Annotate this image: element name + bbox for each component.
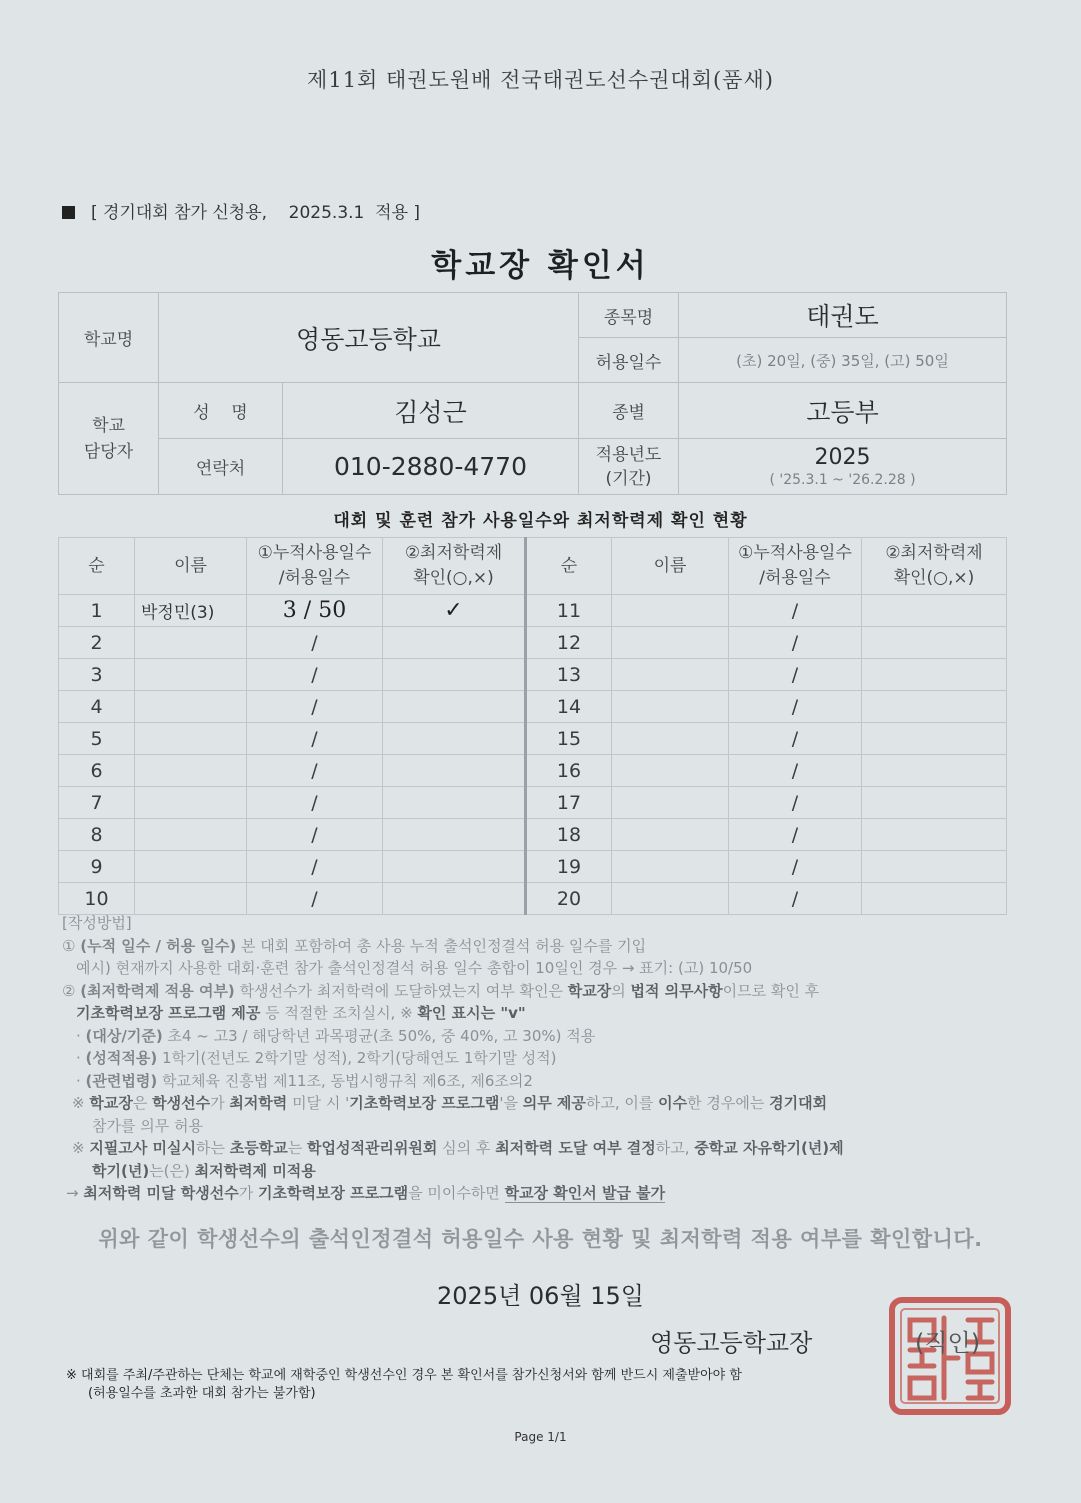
text: 확인 표시는 "v" (417, 1004, 526, 1022)
name-label: 성 명 (159, 383, 283, 439)
info-table (58, 292, 1007, 495)
cell-no: 3 (59, 659, 135, 691)
table-row (59, 787, 1007, 819)
cell-name (612, 883, 729, 915)
text: 을 미이수하면 (408, 1184, 505, 1202)
cell-no: 4 (59, 691, 135, 723)
cell-days: 3 / 50 (247, 595, 383, 627)
cell-days: / (247, 627, 383, 659)
status-table-body (59, 595, 1007, 915)
cell-check (862, 691, 1007, 723)
text: 하는 (196, 1139, 230, 1157)
cell-days: / (247, 787, 383, 819)
method-heading: [작성방법] (62, 914, 132, 932)
text: '을 (499, 1094, 523, 1112)
col-name: 이름 (612, 538, 729, 595)
cell-name (135, 819, 247, 851)
text: (최저학력제 적용 여부) (80, 981, 235, 1000)
cell-days: / (247, 659, 383, 691)
method-line: 참가를 의무 허용 (92, 1116, 203, 1135)
text: 최저학력제 미적용 (194, 1161, 316, 1180)
cell-days: / (247, 691, 383, 723)
cell-name (135, 787, 247, 819)
text: (대상/기준) (85, 1026, 163, 1045)
page-number: Page 1/1 (514, 1430, 567, 1444)
cell-check (862, 755, 1007, 787)
cell-name (612, 851, 729, 883)
text: 최저학력 미달 학생선수 (83, 1184, 239, 1202)
text: 학생선수 (152, 1094, 211, 1112)
cell-days: / (729, 659, 862, 691)
cell-days: / (729, 691, 862, 723)
cell-no: 16 (526, 755, 612, 787)
cell-days: / (729, 627, 862, 659)
cell-check (862, 595, 1007, 627)
period-value: ( '25.3.1 ~ '26.2.28 ) (769, 472, 916, 488)
cell-check (383, 787, 526, 819)
method-line (62, 1137, 1022, 1160)
text: · (76, 1071, 86, 1090)
cell-days: / (247, 851, 383, 883)
cell-check (383, 659, 526, 691)
cell-check (862, 883, 1007, 915)
text: 의무 제공 (522, 1094, 586, 1112)
name-value: 김성근 (283, 383, 579, 439)
method-line (62, 1047, 1022, 1070)
document-title: 학교장 확인서 (431, 248, 650, 284)
cell-no: 1 (59, 595, 135, 627)
manager-label: 학교 담당자 (59, 383, 159, 495)
cell-no: 5 (59, 723, 135, 755)
cell-name (135, 723, 247, 755)
table-row (59, 723, 1007, 755)
text: 경기대회 (769, 1094, 828, 1112)
text: 학교장 확인서 발급 불가 (504, 1184, 666, 1202)
table-row (59, 851, 1007, 883)
text: 법적 의무사항 (630, 981, 723, 1000)
text: (누적 일수 / 허용 일수) (80, 936, 237, 955)
footnote-line-1: ※ 대회를 주최/주관하는 단체는 학교에 재학중인 학생선수인 경우 본 확인서를 참가신청서와 함께 반드시 제출받아야 함 (66, 1368, 742, 1383)
cell-check (862, 851, 1007, 883)
method-line (62, 935, 1022, 958)
text: 학기(년) (92, 1161, 150, 1180)
method-line (62, 1092, 1022, 1115)
cell-check (383, 819, 526, 851)
col-days: ①누적사용일수 /허용일수 (247, 538, 383, 595)
cell-name (612, 787, 729, 819)
text: 가 (238, 1184, 258, 1202)
cell-no: 15 (526, 723, 612, 755)
table-row (59, 883, 1007, 915)
text: 가 (210, 1094, 230, 1112)
cell-days: / (247, 755, 383, 787)
text: 기초학력보장 프로그램 (257, 1184, 409, 1202)
text: 초4 ~ 고3 / 해당학년 과목평균(초 50%, 중 40%, 고 30%) 적용 (162, 1026, 596, 1045)
col-no: 순 (526, 538, 612, 595)
text: 이므로 확인 후 (722, 981, 820, 1000)
table-row (59, 755, 1007, 787)
cell-name (612, 627, 729, 659)
text: 학교체육 진흥법 제11조, 동법시행규칙 제6조, 제6조의2 (157, 1071, 533, 1090)
text: 등 적절한 조치실시, ※ (260, 1004, 418, 1022)
col-check: ②최저학력제 확인(○,×) (383, 538, 526, 595)
cell-no: 17 (526, 787, 612, 819)
event-label: 종목명 (579, 293, 679, 338)
year-label: 적용년도 (기간) (579, 439, 679, 495)
table-row (59, 595, 1007, 627)
method-line (62, 980, 1022, 1003)
cell-no: 2 (59, 627, 135, 659)
notice-text: [ 경기대회 참가 신청용, 2025.3.1 적용 ] (91, 203, 421, 223)
text: 초등학교 (229, 1139, 288, 1157)
cell-days: / (247, 883, 383, 915)
text: 는 (287, 1139, 307, 1157)
text: 기초학력보장 프로그램 제공 (76, 1004, 261, 1022)
school-name: 영동고등학교 (159, 293, 579, 383)
text: 심의 후 (437, 1139, 496, 1157)
method-line (62, 1025, 1022, 1048)
cell-name (612, 691, 729, 723)
text: ② (62, 981, 81, 1000)
text: 미달 시 ' (287, 1094, 350, 1112)
method-line (62, 1182, 1022, 1205)
table-row (59, 819, 1007, 851)
table-header-row (59, 538, 1007, 595)
table-row (59, 627, 1007, 659)
cell-days: / (729, 595, 862, 627)
method-line: 예시) 현재까지 사용한 대회·훈련 참가 출석인정결석 허용 일수 총합이 10일인 경우 → 표기: (고) 10/50 (76, 959, 753, 977)
allowed-days-value: (초) 20일, (중) 35일, (고) 50일 (679, 338, 1007, 383)
cell-days: / (247, 819, 383, 851)
table-row (59, 691, 1007, 723)
cell-no: 6 (59, 755, 135, 787)
cell-no: 7 (59, 787, 135, 819)
cell-name: 박정민(3) (135, 595, 247, 627)
cell-no: 12 (526, 627, 612, 659)
cell-name (612, 723, 729, 755)
principal-name: 영동고등학교장 (650, 1329, 813, 1357)
issue-date: 2025년 06월 15일 (437, 1282, 644, 1310)
writing-method (62, 912, 1022, 1205)
cell-check (383, 627, 526, 659)
allowed-days-label: 허용일수 (579, 338, 679, 383)
cell-name (612, 595, 729, 627)
cell-name (135, 883, 247, 915)
text: 은 (132, 1094, 153, 1112)
method-line (62, 1160, 1022, 1183)
cell-check (862, 819, 1007, 851)
competition-title: 제11회 태권도원배 전국태권도선수권대회(품새) (307, 68, 774, 92)
text: ※ (72, 1139, 90, 1157)
text: 지필고사 미실시 (89, 1139, 196, 1157)
text: · (76, 1026, 86, 1045)
cell-check (862, 723, 1007, 755)
method-line (62, 1002, 1022, 1025)
cell-no: 8 (59, 819, 135, 851)
col-days: ①누적사용일수 /허용일수 (729, 538, 862, 595)
square-bullet-icon (62, 206, 75, 219)
status-table (58, 537, 1007, 915)
cell-days: / (729, 851, 862, 883)
year-cell (679, 439, 1007, 495)
cell-days: / (247, 723, 383, 755)
cell-no: 13 (526, 659, 612, 691)
cell-no: 11 (526, 595, 612, 627)
cell-no: 20 (526, 883, 612, 915)
text: 학교장 (567, 981, 612, 1000)
text: (성적적용) (85, 1049, 158, 1067)
text: 이수 (658, 1094, 688, 1112)
cell-check (383, 851, 526, 883)
cell-no: 10 (59, 883, 135, 915)
cell-check (862, 659, 1007, 691)
cell-check (383, 691, 526, 723)
cell-days: / (729, 787, 862, 819)
cell-name (612, 755, 729, 787)
cell-name (135, 691, 247, 723)
cell-check (383, 723, 526, 755)
text: 최저학력 (229, 1094, 288, 1112)
cell-name (135, 627, 247, 659)
cell-name (135, 851, 247, 883)
text: ① (62, 936, 81, 955)
cell-no: 14 (526, 691, 612, 723)
text: 학생선수가 최저학력에 도달하였는지 여부 확인은 (234, 981, 568, 1000)
text: 1학기(전년도 2학기말 성적), 2학기(당해연도 1학기말 성적) (157, 1049, 557, 1067)
text: 한 경우에는 (687, 1094, 770, 1112)
cell-name (612, 819, 729, 851)
text: · (76, 1049, 86, 1067)
cell-no: 9 (59, 851, 135, 883)
cell-days: / (729, 883, 862, 915)
table-row (59, 659, 1007, 691)
event-value: 태권도 (679, 293, 1007, 338)
cell-days: / (729, 819, 862, 851)
text: 본 대회 포함하여 총 사용 누적 출석인정결석 허용 일수를 기입 (236, 936, 647, 955)
cell-check (862, 627, 1007, 659)
col-no: 순 (59, 538, 135, 595)
cell-check (383, 883, 526, 915)
text: 의 (611, 981, 631, 1000)
method-line (62, 1070, 1022, 1093)
cell-name (135, 659, 247, 691)
application-notice (62, 198, 420, 223)
col-name: 이름 (135, 538, 247, 595)
text: → (66, 1184, 84, 1202)
text: (관련법령) (85, 1071, 158, 1090)
division-value: 고등부 (679, 383, 1007, 439)
text: 학업성적관리위원회 (306, 1139, 438, 1157)
text: 는(은) (149, 1161, 195, 1180)
text: 기초학력보장 프로그램 (349, 1094, 500, 1112)
cell-check (862, 787, 1007, 819)
cell-check: ✓ (383, 595, 526, 627)
school-label: 학교명 (59, 293, 159, 383)
division-label: 종별 (579, 383, 679, 439)
col-check: ②최저학력제 확인(○,×) (862, 538, 1007, 595)
cell-days: / (729, 755, 862, 787)
contact-value: 010-2880-4770 (283, 439, 579, 495)
footnote (66, 1367, 742, 1403)
seal-label: (직인) (915, 1329, 981, 1357)
text: ※ (72, 1094, 90, 1112)
cell-check (383, 755, 526, 787)
text: 최저학력 도달 여부 결정 (495, 1139, 656, 1157)
contact-label: 연락처 (159, 439, 283, 495)
cell-days: / (729, 723, 862, 755)
cell-name (135, 755, 247, 787)
cell-no: 19 (526, 851, 612, 883)
status-title: 대회 및 훈련 참가 사용일수와 최저학력제 확인 현황 (333, 511, 748, 531)
text: 학교장 (89, 1094, 133, 1112)
text: 하고, 이를 (585, 1094, 659, 1112)
footnote-line-2: (허용일수를 초과한 대회 참가는 불가함) (88, 1386, 316, 1401)
year-value: 2025 (814, 445, 871, 470)
cell-no: 18 (526, 819, 612, 851)
confirmation-statement: 위와 같이 학생선수의 출석인정결석 허용일수 사용 현황 및 최저학력 적용 여부를 확인합니다. (98, 1227, 983, 1251)
cell-name (612, 659, 729, 691)
text: 하고, (655, 1139, 695, 1157)
text: 중학교 자유학기(년)제 (694, 1139, 844, 1157)
